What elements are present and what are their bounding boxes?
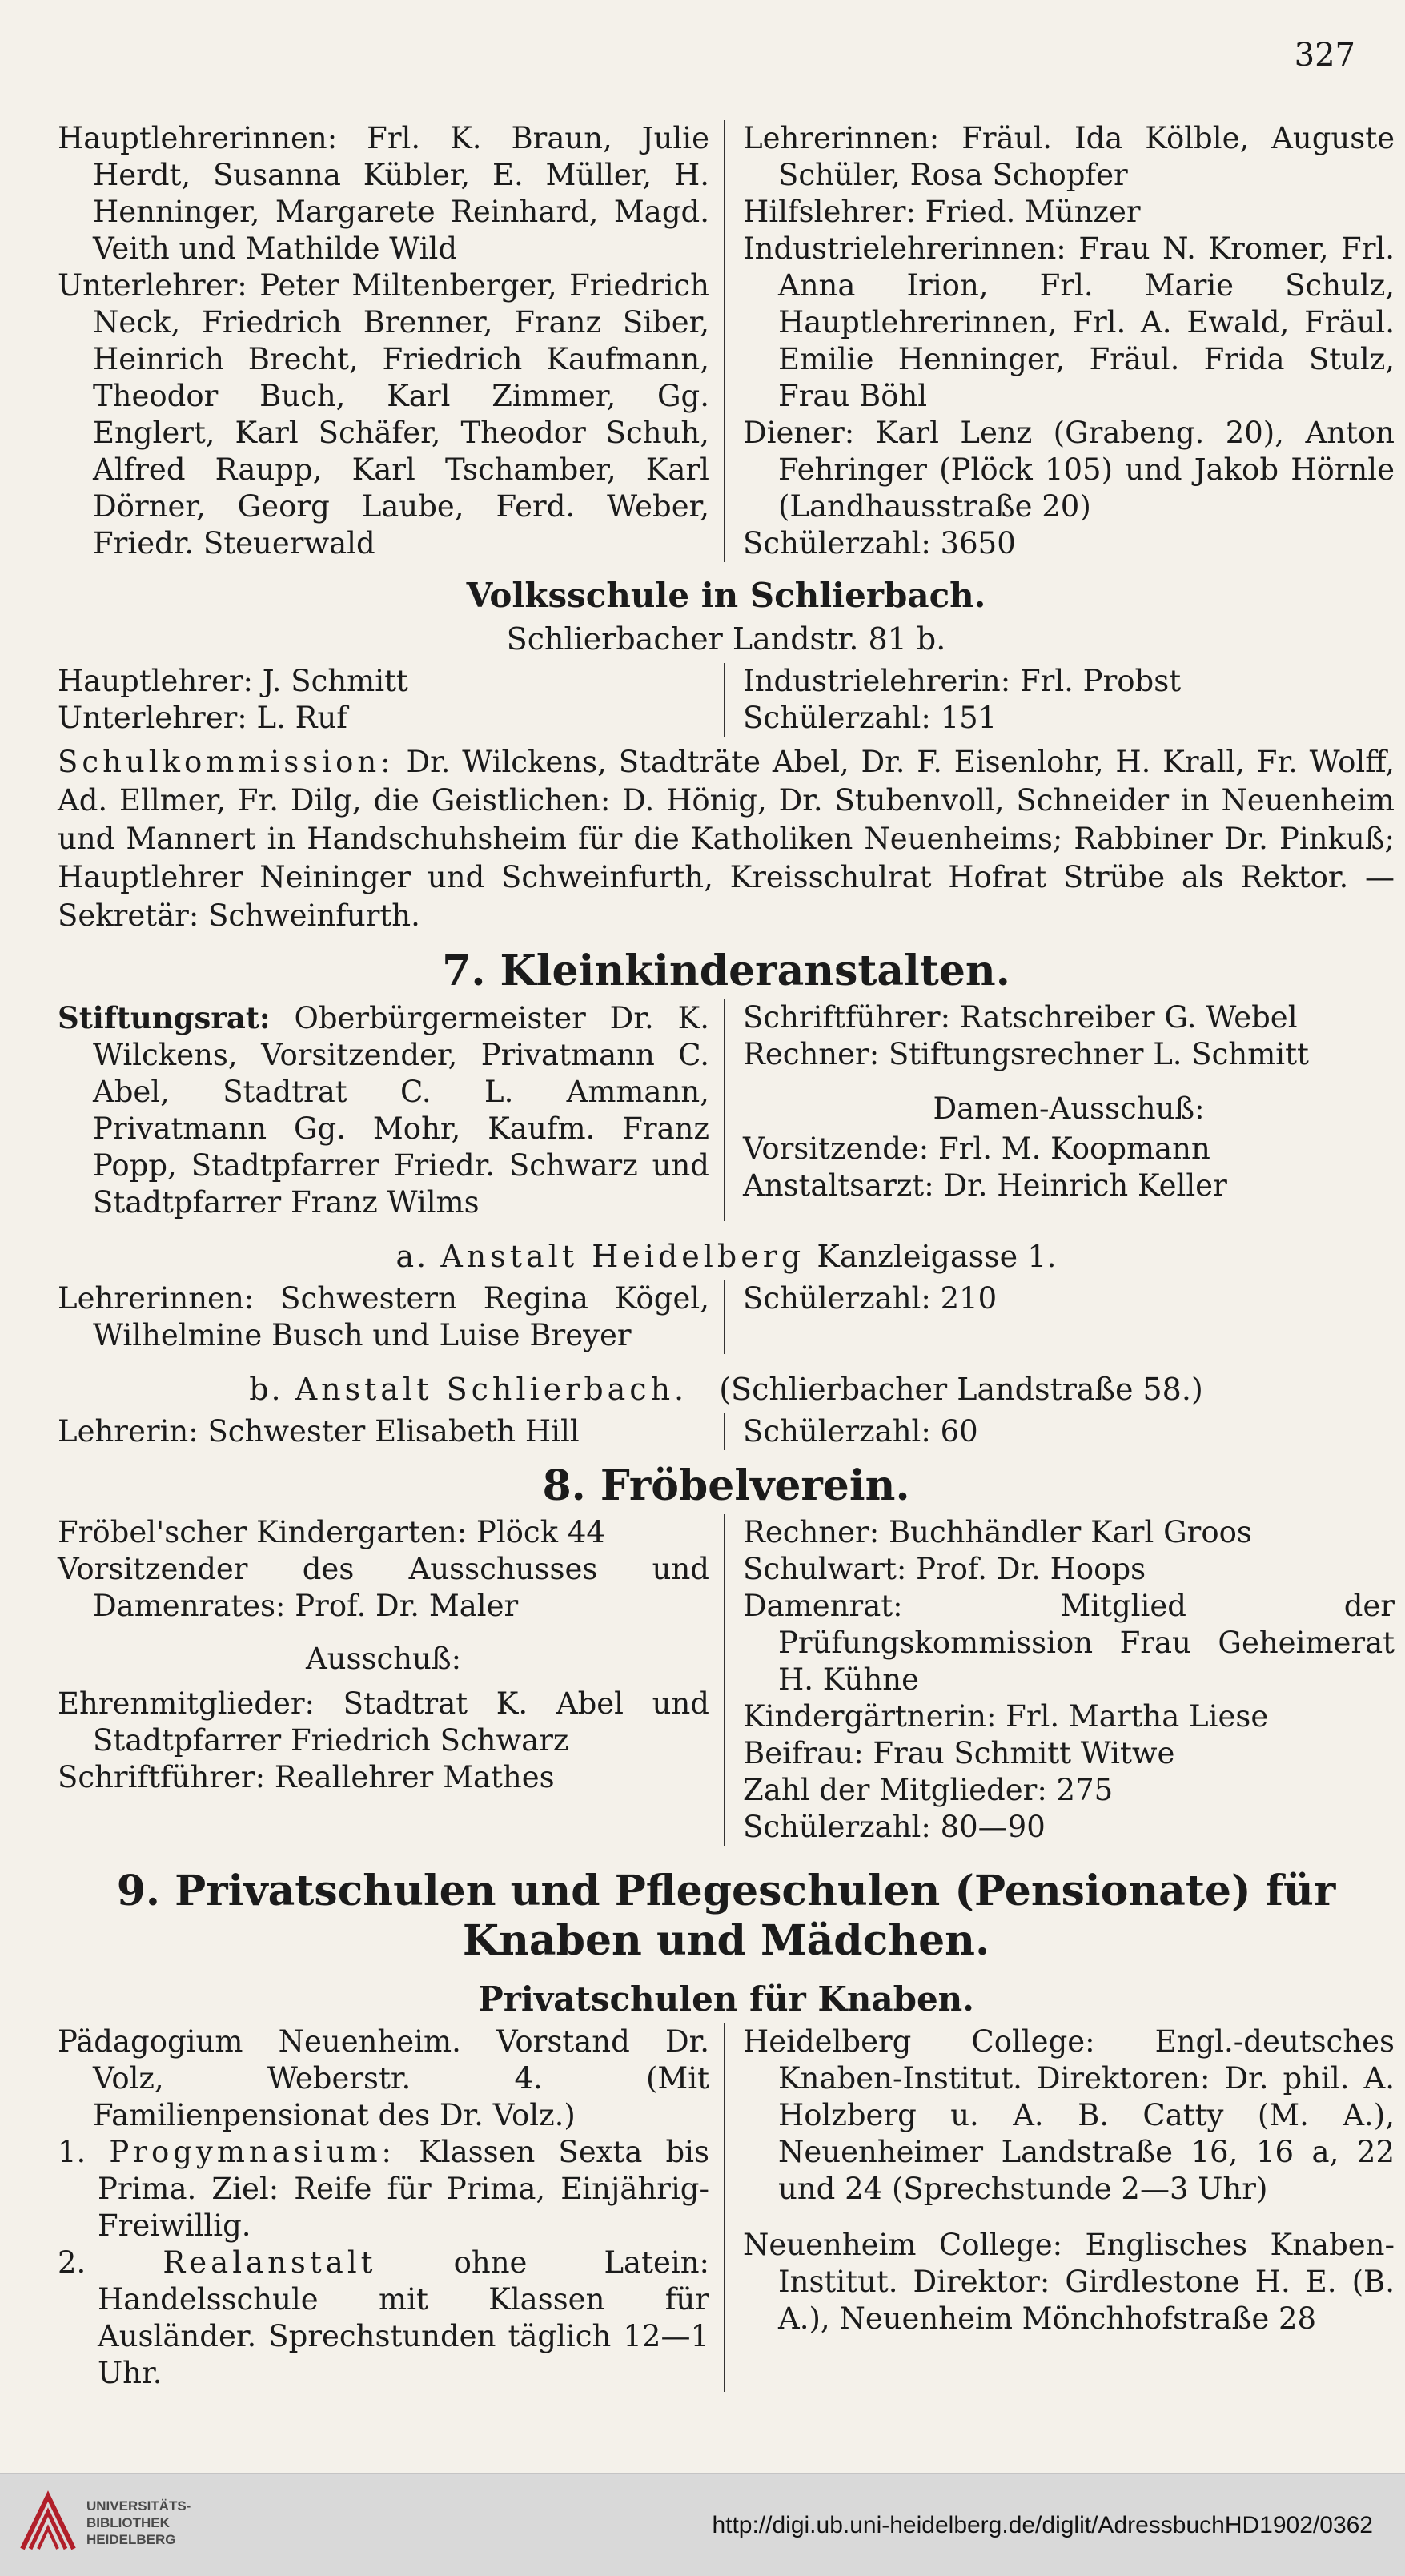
- institution-name: [86, 2498, 191, 2548]
- ausschuss-heading: Ausschuß:: [305, 1642, 462, 1676]
- entry-anstalt-a-lehrerinnen: Lehrerinnen: Schwestern Regina Kögel, Wilhelmine Busch und Luise Breyer: [58, 1281, 709, 1352]
- froebelverein-right-column: [725, 1514, 1395, 1846]
- privatschulen-block: [58, 2023, 1395, 2392]
- entry-anstalt-b-lehrerin: Lehrerin: Schwester Elisabeth Hill: [58, 1414, 580, 1449]
- stiftungsrat-right-column: [725, 999, 1395, 1221]
- entry-paedagogium: Pädagogium Neuenheim. Vorstand Dr. Volz, Weberstr. 4. (Mit Familienpensionat des Dr. Volz.): [58, 2024, 709, 2132]
- entry-industrielehrerin: Industrielehrerin: Frl. Probst: [743, 664, 1182, 698]
- section-9-subtitle: Privatschulen für Knaben.: [478, 1979, 974, 2019]
- entry-schuelerzahl-froebel: Schülerzahl: 80—90: [743, 1810, 1046, 1844]
- stiftungsrat-label: Stiftungsrat:: [58, 1000, 271, 1035]
- item1-text: Klassen Sexta bis Prima. Ziel: Reife für Prima, Einjährig-Freiwillig.: [98, 2135, 710, 2243]
- anstalt-b-left-column: [58, 1413, 725, 1450]
- anstalt-a-block: [58, 1280, 1395, 1354]
- volksschule-left-column: [58, 663, 725, 737]
- privatschulen-left-column: [58, 2023, 725, 2392]
- entry-hilfslehrer: Hilfslehrer: Fried. Münzer: [743, 195, 1141, 229]
- page-number: 327: [1294, 37, 1355, 74]
- stiftungsrat-left-column: [58, 999, 725, 1221]
- anstalt-a-prefix: a.: [395, 1239, 429, 1274]
- list-item-progymnasium: [58, 2134, 709, 2244]
- entry-damenrat: Damenrat: Mitglied der Prüfungskommission Frau Geheimerat H. Kühne: [743, 1589, 1395, 1697]
- anstalt-a-name: Anstalt Heidelberg: [440, 1239, 805, 1274]
- volksschule-title: Volksschule in Schlierbach.: [466, 576, 986, 615]
- section-7-title: 7. Kleinkinderanstalten.: [442, 946, 1010, 995]
- schulkommission-paragraph: [58, 743, 1395, 935]
- entry-vorsitzender: Vorsitzender des Ausschusses und Damenrates: Prof. Dr. Maler: [58, 1552, 709, 1623]
- anstalt-b-right-column: [725, 1413, 1395, 1450]
- entry-kindergaertnerin: Kindergärtnerin: Frl. Martha Liese: [743, 1699, 1269, 1734]
- entry-rechner-froebel: Rechner: Buchhändler Karl Groos: [743, 1515, 1252, 1549]
- entry-schuelerzahl-schlierbach: Schülerzahl: 151: [743, 701, 998, 735]
- section-8-title: 8. Fröbelverein.: [542, 1461, 910, 1510]
- entry-rechner: Rechner: Stiftungsrechner L. Schmitt: [743, 1037, 1309, 1071]
- section-9-title: 9. Privatschulen und Pflegeschulen (Pensionate) für Knaben und Mädchen.: [116, 1867, 1336, 1965]
- anstalt-a-left-column: [58, 1280, 725, 1354]
- entry-schriftfuehrer-froebel: Schriftführer: Reallehrer Mathes: [58, 1760, 555, 1794]
- item2-text: ohne Latein: Handelsschule mit Klassen für Ausländer. Sprechstunden täglich 12—1 Uhr.: [98, 2245, 710, 2390]
- froebelverein-left-column: [58, 1514, 725, 1846]
- teachers-right-column: [725, 120, 1395, 562]
- item2-label: Realanstalt: [163, 2245, 377, 2280]
- anstalt-a-right-column: [725, 1280, 1395, 1354]
- entry-mitglieder: Zahl der Mitglieder: 275: [743, 1773, 1114, 1807]
- entry-anstaltsarzt: Anstaltsarzt: Dr. Heinrich Keller: [743, 1168, 1227, 1203]
- institution-line-2: BIBLIOTHEK: [86, 2515, 170, 2530]
- schulkommission-label: Schulkommission:: [58, 745, 395, 779]
- anstalt-b-prefix: b.: [249, 1372, 283, 1407]
- entry-kindergarten: Fröbel'scher Kindergarten: Plöck 44: [58, 1515, 605, 1549]
- entry-anstalt-a-schuelerzahl: Schülerzahl: 210: [743, 1281, 998, 1316]
- entry-neuenheim-college: Neuenheim College: Englisches Knaben-Institut. Direktor: Girdlestone H. E. (B. A.), Neuenheim Mönchhofstraße 28: [743, 2228, 1395, 2336]
- entry-schuelerzahl: Schülerzahl: 3650: [743, 526, 1016, 561]
- item1-label: Progymnasium:: [109, 2135, 396, 2169]
- entry-ehrenmitglieder: Ehrenmitglieder: Stadtrat K. Abel und Stadtpfarrer Friedrich Schwarz: [58, 1686, 709, 1758]
- volksschule-block: [58, 663, 1395, 737]
- entry-diener: Diener: Karl Lenz (Grabeng. 20), Anton Fehringer (Plöck 105) und Jakob Hörnle (Landhausstraße 20): [743, 416, 1395, 524]
- page-content: [58, 120, 1395, 2392]
- entry-unterlehrer: Unterlehrer: Peter Miltenberger, Friedrich Neck, Friedrich Brenner, Franz Siber, Heinrich Brecht, Friedrich Kaufmann, Theodor Buch, Karl Zimmer, Gg. Englert, Karl Schäfer, Theodor Schuh, Alfred Raupp, Karl Tschamber, Karl Dörner, Georg Laube, Ferd. Weber, Friedr. Steuerwald: [58, 268, 709, 561]
- institution-line-1: UNIVERSITÄTS-: [86, 2498, 191, 2514]
- privatschulen-right-column: [725, 2023, 1395, 2392]
- item2-number: 2.: [58, 2245, 86, 2280]
- anstalt-b-heading: [58, 1370, 1395, 1409]
- footer-bar: [0, 2473, 1405, 2576]
- entry-stiftungsrat: [58, 999, 709, 1221]
- volksschule-right-column: [725, 663, 1395, 737]
- source-url-link[interactable]: http://digi.ub.uni-heidelberg.de/diglit/AdressbuchHD1902/0362: [712, 2512, 1373, 2538]
- froebelverein-block: [58, 1514, 1395, 1846]
- item1-number: 1.: [58, 2135, 86, 2169]
- entry-industrielehrerinnen: Industrielehrerinnen: Frau N. Kromer, Frl. Anna Irion, Frl. Marie Schulz, Hauptlehrerinnen, Frl. A. Ewald, Fräul. Emilie Henninger, Fräul. Frida Stulz, Frau Böhl: [743, 231, 1395, 413]
- teachers-left-column: [58, 120, 725, 562]
- entry-hauptlehrer: Hauptlehrer: J. Schmitt: [58, 664, 408, 698]
- anstalt-a-address: Kanzleigasse 1.: [817, 1239, 1057, 1274]
- stiftungsrat-block: [58, 999, 1395, 1221]
- entry-unterlehrer-schlierbach: Unterlehrer: L. Ruf: [58, 701, 347, 735]
- volksschule-address: Schlierbacher Landstr. 81 b.: [506, 621, 946, 657]
- entry-lehrerinnen: Lehrerinnen: Fräul. Ida Kölble, Auguste Schüler, Rosa Schopfer: [743, 121, 1395, 192]
- entry-schulwart: Schulwart: Prof. Dr. Hoops: [743, 1552, 1146, 1586]
- anstalt-b-block: [58, 1413, 1395, 1450]
- entry-vorsitzende: Vorsitzende: Frl. M. Koopmann: [743, 1131, 1210, 1166]
- entry-anstalt-b-schuelerzahl: Schülerzahl: 60: [743, 1414, 978, 1449]
- entry-heidelberg-college: Heidelberg College: Engl.-deutsches Knaben-Institut. Direktoren: Dr. phil. A. Holzberg u. A. B. Catty (M. A.), Neuenheimer Landstraße 16, 16 a, 22 und 24 (Sprechstunde 2—3 Uhr): [743, 2024, 1395, 2206]
- entry-beifrau: Beifrau: Frau Schmitt Witwe: [743, 1736, 1175, 1770]
- anstalt-b-name: Anstalt Schlierbach.: [295, 1372, 688, 1407]
- stiftungsrat-text: Oberbürgermeister Dr. K. Wilckens, Vorsitzender, Privatmann C. Abel, Stadtrat C. L. Ammann, Privatmann Gg. Mohr, Kaufm. Franz Popp, Stadtpfarrer Friedr. Schwarz und Stadtpfarrer Franz Wilms: [93, 1001, 709, 1220]
- list-item-realanstalt: [58, 2244, 709, 2392]
- anstalt-b-address: (Schlierbacher Landstraße 58.): [719, 1372, 1203, 1407]
- teachers-block: [58, 120, 1395, 562]
- entry-schriftfuehrer: Schriftführer: Ratschreiber G. Webel: [743, 1000, 1298, 1035]
- damen-ausschuss-heading: Damen-Ausschuß:: [933, 1091, 1205, 1126]
- schulkommission-text: Dr. Wilckens, Stadträte Abel, Dr. F. Eisenlohr, H. Krall, Fr. Wolff, Ad. Ellmer, Fr. Dilg, die Geistlichen: D. Hönig, Dr. Stubenvoll, Schneider in Neuenheim und Mannert in Handschuhsheim für die Katholiken Neuenheims; Rabbiner Dr. Pinkuß; Hauptlehrer Neininger und Schweinfurth, Kreisschulrat Hofrat Strübe als Rektor. — Sekretär: Schweinfurth.: [58, 745, 1395, 933]
- entry-hauptlehrerinnen: Hauptlehrerinnen: Frl. K. Braun, Julie Herdt, Susanna Kübler, E. Müller, H. Henninger, Margarete Reinhard, Magd. Veith und Mathilde Wild: [58, 121, 709, 266]
- institution-line-3: HEIDELBERG: [86, 2532, 176, 2547]
- library-logo-icon[interactable]: [16, 2485, 80, 2562]
- anstalt-a-heading: [58, 1237, 1395, 1276]
